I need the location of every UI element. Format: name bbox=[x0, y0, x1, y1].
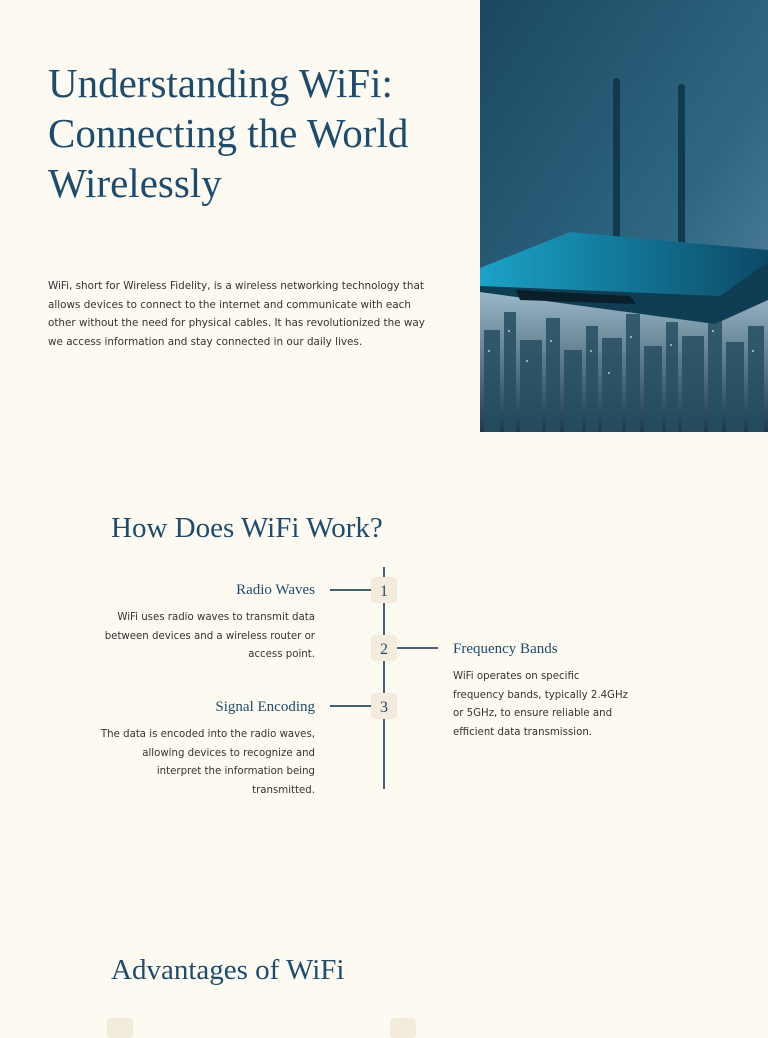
advantage-badge bbox=[390, 1018, 416, 1038]
step-desc-frequency-bands: WiFi operates on specific frequency bands, typically 2.4GHz or 5GHz, to ensure reliable and efficient data transmission. bbox=[453, 671, 628, 739]
step-desc-signal-encoding: The data is encoded into the radio waves, allowing devices to recognize and interpret the information being transmitted. bbox=[100, 729, 315, 797]
how-section-title: How Does WiFi Work? bbox=[111, 512, 383, 544]
timeline-connector-1 bbox=[330, 589, 371, 591]
step-title-frequency-bands: Frequency Bands bbox=[453, 641, 558, 657]
advantage-badge bbox=[107, 1018, 133, 1038]
advantages-section-title: Advantages of WiFi bbox=[111, 954, 345, 986]
step-title-radio-waves: Radio Waves bbox=[236, 582, 315, 598]
intro-paragraph: WiFi, short for Wireless Fidelity, is a wireless networking technology that allows devices to connect to the internet and communicate with each other without the need for physical cables. It has revolutionized the way we access information and stay connected in our daily lives. bbox=[48, 280, 425, 349]
step-title-signal-encoding: Signal Encoding bbox=[215, 699, 315, 715]
timeline-connector-3 bbox=[330, 705, 371, 707]
page-title: Understanding WiFi: Connecting the World Wirelessly bbox=[48, 60, 409, 206]
step-number-badge: 3 bbox=[371, 693, 397, 719]
step-desc-radio-waves: WiFi uses radio waves to transmit data between devices and a wireless router or access point. bbox=[104, 612, 315, 661]
router-illustration bbox=[480, 0, 768, 432]
timeline-connector-2 bbox=[397, 647, 438, 649]
step-number-badge: 2 bbox=[371, 635, 397, 661]
step-number-badge: 1 bbox=[371, 577, 397, 603]
router-hero-image bbox=[480, 0, 768, 432]
